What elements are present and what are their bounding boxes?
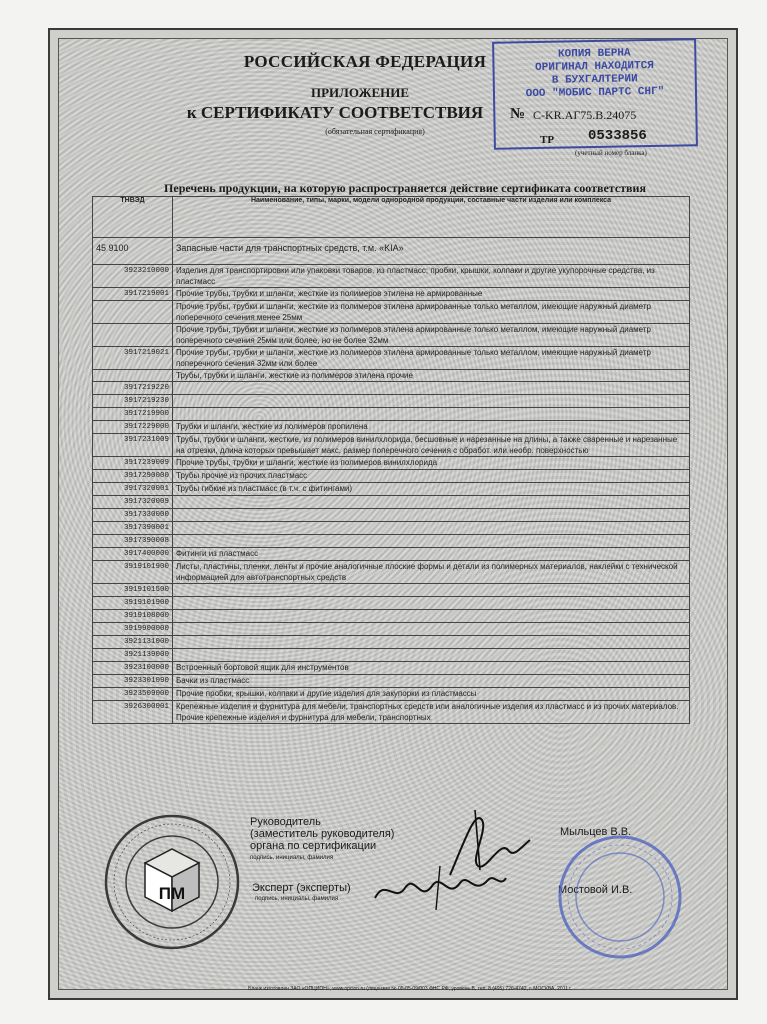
group-row bbox=[93, 238, 690, 265]
head-label-org: органа по сертификации bbox=[250, 840, 377, 852]
row-code: 3917400000 bbox=[93, 548, 173, 561]
table-row bbox=[93, 457, 690, 470]
row-code: 3921139000 bbox=[93, 649, 173, 662]
table-row bbox=[93, 597, 690, 610]
table-row bbox=[93, 548, 690, 561]
row-description: Трубки и шланги, жесткие из полимеров пропилена bbox=[173, 421, 690, 434]
row-description bbox=[173, 496, 690, 509]
certification-body-seal bbox=[103, 813, 241, 951]
row-code: 3917219021 bbox=[93, 347, 173, 370]
table-header-row bbox=[93, 197, 690, 238]
row-code: 3919900000 bbox=[93, 623, 173, 636]
expert-label: Эксперт (эксперты) bbox=[252, 882, 351, 894]
table-row bbox=[93, 370, 690, 382]
row-code: 3923100000 bbox=[93, 662, 173, 675]
tr-label: ТР bbox=[540, 134, 555, 146]
table-row bbox=[93, 561, 690, 584]
footer-imprint: Бланк изготовлен ЗАО «ОПЦИОН», www.opcion.ru (лицензия № 05-05-09/003 ФНС РФ, уровень В, тел. 8 (495) 726-4742, г. МОСКВА, 2011 г. bbox=[248, 986, 572, 992]
column-header-code: ТНВЭД bbox=[93, 197, 173, 238]
row-description: Прочие трубы, трубки и шланги, жесткие из полимеров этилена армированные только металлом, имеющие наружный диаметр поперечного сечения 25мм или более, но не более 32мм bbox=[173, 324, 690, 347]
serial-number: 0533856 bbox=[588, 128, 647, 144]
row-code: 3917390008 bbox=[93, 535, 173, 548]
country-title: РОССИЙСКАЯ ФЕДЕРАЦИЯ bbox=[243, 52, 487, 71]
certificate-title: к СЕРТИФИКАТУ СООТВЕТСТВИЯ bbox=[186, 103, 484, 122]
row-description: Бачки из пластмасс bbox=[173, 675, 690, 688]
group-code: 45 9100 bbox=[93, 238, 173, 265]
row-description: Трубы гибкие из пластмасс (в т.ч. с фитингами) bbox=[173, 483, 690, 496]
copy-stamp-line: ООО "МОБИС ПАРТС СНГ" bbox=[525, 85, 665, 101]
row-description bbox=[173, 408, 690, 421]
row-code: 3917320001 bbox=[93, 483, 173, 496]
row-description: Прочие трубы, трубки и шланги, жесткие из полимеров этилена армированные только металлом, имеющие наружный диаметр поперечного сечения менее 25мм bbox=[173, 301, 690, 324]
row-description: Прочие трубы, трубки и шланги, жесткие из полимеров винилхлорида bbox=[173, 457, 690, 470]
expert-signature-icon bbox=[370, 858, 510, 918]
certificate-number: С-KR.АГ75.В.24075 bbox=[533, 108, 637, 122]
table-row bbox=[93, 265, 690, 288]
column-header-name: Наименование, типы, марки, модели однородной продукции, составные части изделия или комплекса bbox=[173, 197, 690, 238]
table-row bbox=[93, 408, 690, 421]
copy-stamp-line: ОРИГИНАЛ НАХОДИТСЯ bbox=[535, 59, 655, 75]
row-description: Трубы, трубки и шланги, жесткие, из полимеров винилхлорида, бесшовные и нарезанные на длины, а также сваренные и нарезанные на отрезки, длина которых превышает макс. размер поперечного сечения с обработ. или необр. поверхностью bbox=[173, 434, 690, 457]
copy-stamp bbox=[492, 38, 698, 150]
row-code: 3917330000 bbox=[93, 509, 173, 522]
table-row bbox=[93, 675, 690, 688]
row-description bbox=[173, 636, 690, 649]
row-code: 3919101900 bbox=[93, 561, 173, 584]
row-code: 3923210000 bbox=[93, 265, 173, 288]
table-row bbox=[93, 509, 690, 522]
row-description bbox=[173, 522, 690, 535]
table-row bbox=[93, 688, 690, 701]
serial-note: (учетный номер бланка) bbox=[575, 149, 647, 157]
expert-name: Мостовой И.В. bbox=[558, 884, 633, 896]
row-description: Прочие трубы, трубки и шланги, жесткие из полимеров этилена не армированные bbox=[173, 288, 690, 301]
table-row bbox=[93, 483, 690, 496]
table-row bbox=[93, 395, 690, 408]
group-description: Запасные части для транспортных средств, т.м. «KIA» bbox=[173, 238, 690, 265]
head-signature-block bbox=[250, 816, 394, 864]
row-code: 3917290000 bbox=[93, 470, 173, 483]
table-row bbox=[93, 662, 690, 675]
table-row bbox=[93, 324, 690, 347]
row-description bbox=[173, 584, 690, 597]
row-description bbox=[173, 509, 690, 522]
table-row bbox=[93, 288, 690, 301]
table-row bbox=[93, 636, 690, 649]
product-list-title: Перечень продукции, на которую распространяется действие сертификата соответствия bbox=[164, 181, 646, 195]
table-row bbox=[93, 434, 690, 457]
table-row bbox=[93, 649, 690, 662]
row-description bbox=[173, 535, 690, 548]
row-description: Листы, пластины, пленки, ленты и прочие аналогичные плоские формы и детали из полимерных материалов, наклейки с технической информацией для автотранспортных средств bbox=[173, 561, 690, 584]
row-description: Фитинги из пластмасс bbox=[173, 548, 690, 561]
row-description: Трубы прочие из прочих пластмасс bbox=[173, 470, 690, 483]
row-code: 3926300001 bbox=[93, 701, 173, 724]
row-code: 3919101900 bbox=[93, 597, 173, 610]
table-row bbox=[93, 470, 690, 483]
row-description bbox=[173, 649, 690, 662]
row-description: Трубы, трубки и шланги, жесткие из полимеров этилена прочие bbox=[173, 370, 690, 382]
row-description: Встроенный бортовой ящик для инструментов bbox=[173, 662, 690, 675]
table-row bbox=[93, 496, 690, 509]
row-code: 3917320009 bbox=[93, 496, 173, 509]
row-code: 3917231009 bbox=[93, 434, 173, 457]
copy-stamp-line: КОПИЯ ВЕРНА bbox=[557, 47, 631, 61]
row-description bbox=[173, 395, 690, 408]
row-description bbox=[173, 623, 690, 636]
expert-note: подпись, инициалы, фамилия bbox=[255, 896, 339, 902]
row-description: Прочие пробки, крышки, колпаки и другие изделия для закупорки из пластмассы bbox=[173, 688, 690, 701]
row-code: 3919101500 bbox=[93, 584, 173, 597]
row-code: 3917219900 bbox=[93, 408, 173, 421]
table-row bbox=[93, 421, 690, 434]
row-code: 3917219230 bbox=[93, 395, 173, 408]
expert-blue-seal bbox=[555, 832, 685, 962]
row-description: Крепежные изделия и фурнитура для мебели, транспортных средств или аналогичные изделия из пластмасс и из прочих материалов. Прочие крепежные изделия и фурнитура для мебели, транспортных bbox=[173, 701, 690, 724]
table-row bbox=[93, 347, 690, 370]
row-code: 3919108000 bbox=[93, 610, 173, 623]
table-row bbox=[93, 584, 690, 597]
row-code bbox=[93, 301, 173, 324]
table-row bbox=[93, 623, 690, 636]
table-row bbox=[93, 610, 690, 623]
certification-type: (обязательная сертификация) bbox=[325, 127, 425, 136]
row-code: 3917219220 bbox=[93, 382, 173, 395]
head-name: Мыльцев В.В. bbox=[560, 826, 632, 838]
row-description bbox=[173, 597, 690, 610]
appendix-title: ПРИЛОЖЕНИЕ bbox=[310, 85, 410, 100]
row-code: 3917219001 bbox=[93, 288, 173, 301]
seal-logo-text: ПМ bbox=[158, 884, 186, 903]
row-code: 3921131000 bbox=[93, 636, 173, 649]
row-code: 3923301090 bbox=[93, 675, 173, 688]
row-code: 3917239009 bbox=[93, 457, 173, 470]
table-row bbox=[93, 535, 690, 548]
row-code bbox=[93, 370, 173, 382]
table-row bbox=[93, 701, 690, 724]
row-description bbox=[173, 610, 690, 623]
row-code: 3917229000 bbox=[93, 421, 173, 434]
row-description: Изделия для транспортировки или упаковки товаров, из пластмасс; пробки, крышки, колпаки и другие укупорочные средства, из пластмасс bbox=[173, 265, 690, 288]
table-row bbox=[93, 301, 690, 324]
number-sign: № bbox=[510, 106, 526, 122]
copy-stamp-line: В БУХГАЛТЕРИИ bbox=[551, 73, 638, 87]
row-code: 3923509000 bbox=[93, 688, 173, 701]
row-code: 3917390001 bbox=[93, 522, 173, 535]
row-code bbox=[93, 324, 173, 347]
product-table bbox=[92, 196, 690, 724]
table-row bbox=[93, 522, 690, 535]
head-label-sub: (заместитель руководителя) bbox=[250, 828, 395, 840]
head-label: Руководитель bbox=[250, 816, 321, 828]
row-description: Прочие трубы, трубки и шланги, жесткие из полимеров этилена армированные только металлом, имеющие наружный диаметр поперечного сечения 32мм или более bbox=[173, 347, 690, 370]
table-row bbox=[93, 382, 690, 395]
head-note: подпись, инициалы, фамилия bbox=[250, 855, 334, 861]
row-description bbox=[173, 382, 690, 395]
